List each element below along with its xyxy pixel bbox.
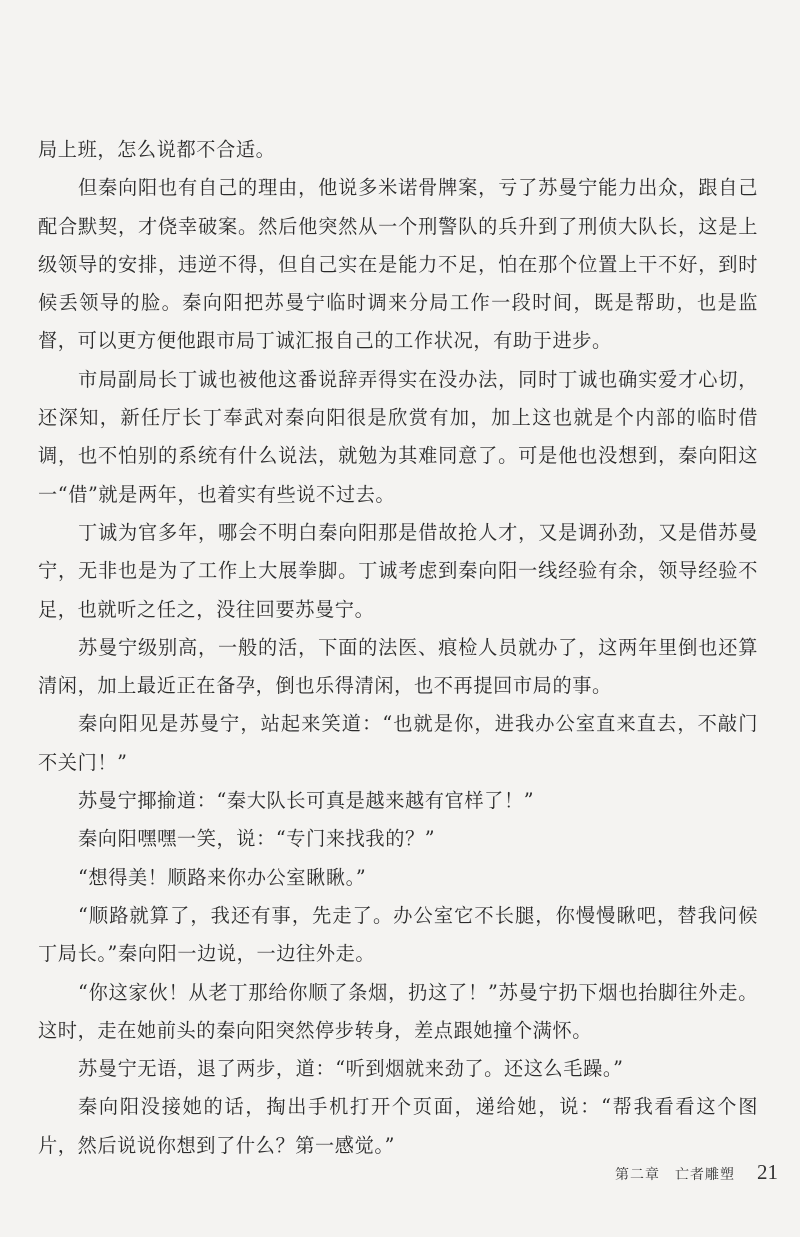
chapter-title: 第二章 亡者雕塑: [615, 1167, 735, 1183]
paragraph-1: 局上班，怎么说都不合适。: [38, 138, 276, 161]
paragraph-2: 但秦向阳也有自己的理由，他说多米诺骨牌案，亏了苏曼宁能力出众，跟自己配合默契，才侥幸破案。然后他突然从一个刑警队的兵升到了刑侦大队长，这是上级领导的安排，违逆不得，但自己实在是能力不足，怕在那个位置上干不好，到时候丢领导的脸。秦向阳把苏曼宁临时调来分局工作一段时间，既是帮助，也是监督，可以更方便他跟市局丁诚汇报自己的工作状况，有助于进步。: [38, 176, 758, 353]
page-footer: [615, 1160, 778, 1185]
page-number: 21: [757, 1160, 778, 1184]
paragraph-7: 苏曼宁揶揄道：“秦大队长可真是越来越有官样了！”: [78, 789, 535, 813]
paragraph-10: “顺路就算了，我还有事，先走了。办公室它不长腿，你慢慢瞅吧，替我问候丁局长。”秦向阳一边说，一边往外走。: [38, 903, 758, 966]
paragraph-9: “想得美！顺路来你办公室瞅瞅。”: [78, 865, 367, 889]
paragraph-11: “你这家伙！从老丁那给你顺了条烟，扔这了！”苏曼宁扔下烟也抬脚往外走。这时，走在她前头的秦向阳突然停步转身，差点跟她撞个满怀。: [38, 980, 758, 1042]
paragraph-12: 苏曼宁无语，退了两步，道：“听到烟就来劲了。还这么毛躁。”: [78, 1057, 624, 1081]
paragraph-6: 秦向阳见是苏曼宁，站起来笑道：“也就是你，进我办公室直来直去，不敲门不关门！”: [38, 712, 758, 774]
paragraph-13: 秦向阳没接她的话，掏出手机打开个页面，递给她，说：“帮我看看这个图片，然后说说你想到了什么？第一感觉。”: [38, 1095, 758, 1157]
paragraph-3: 市局副局长丁诚也被他这番说辞弄得实在没办法，同时丁诚也确实爱才心切，还深知，新任厅长丁奉武对秦向阳很是欣赏有加，加上这也就是个内部的临时借调，也不怕别的系统有什么说法，就勉为其难同意了。可是他也没想到，秦向阳这一“借”就是两年，也着实有些说不过去。: [38, 367, 758, 506]
paragraph-5: 苏曼宁级别高，一般的活，下面的法医、痕检人员就办了，这两年里倒也还算清闲，加上最近正在备孕，倒也乐得清闲，也不再提回市局的事。: [38, 635, 758, 698]
body-text: [38, 131, 758, 1165]
paragraph-4: 丁诚为官多年，哪会不明白秦向阳那是借故抢人才，又是调孙劲，又是借苏曼宁，无非也是为了工作上大展拳脚。丁诚考虑到秦向阳一线经验有余，领导经验不足，也就听之任之，没往回要苏曼宁。: [38, 520, 758, 621]
paragraph-8: 秦向阳嘿嘿一笑，说：“专门来找我的？”: [78, 827, 436, 851]
